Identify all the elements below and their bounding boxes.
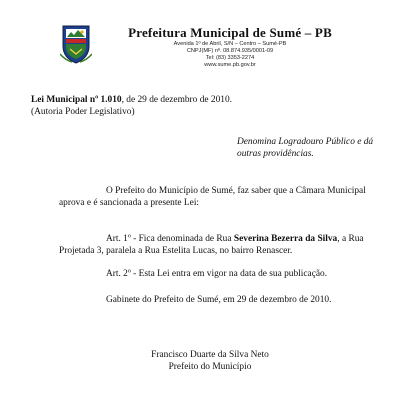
article-1-prefix: Art. 1º - Fica denominada de Rua (106, 234, 234, 244)
closing-statement: Gabinete do Prefeito de Sumé, em 29 de dezembro de 2010. (106, 295, 332, 305)
article-1-suffix: , a Rua (337, 234, 364, 244)
signer-name: Francisco Duarte da Silva Neto (151, 350, 269, 360)
law-title (31, 94, 232, 106)
header-address: Avenida 1º de Abril, S/N – Centro – Sumé-PB (173, 41, 287, 47)
article-1-line-1 (106, 233, 364, 245)
article-1-line-2: Projetada 3, paralela a Rua Estelita Lucas, no bairro Renascer. (59, 246, 293, 256)
header-phone: Tel: (83) 3353-2274 (205, 55, 255, 61)
header-cnpj: CNPJ(MF) nº. 08.874.935/0001-09 (186, 48, 274, 54)
street-honoree-name: Severina Bezerra da Silva (233, 234, 338, 244)
law-authorship: (Autoria Poder Legislativo) (31, 107, 135, 117)
intro-line-1: O Prefeito do Município de Sumé, faz saber que a Câmara Municipal (106, 186, 366, 196)
law-summary-line-1: Denomina Logradouro Público e dá (237, 137, 374, 147)
signer-role: Prefeito do Município (168, 362, 252, 372)
intro-line-2: aprova e é sancionada a presente Lei: (59, 198, 200, 208)
law-date: , de 29 de dezembro de 2010. (121, 95, 232, 105)
law-summary-line-2: outras providências. (237, 149, 314, 159)
header-website: www.sume.pb.gov.br (204, 62, 256, 68)
law-number: Lei Municipal nº 1.010 (31, 95, 122, 105)
article-2: Art. 2º - Esta Lei entra em vigor na data de sua publicação. (106, 269, 328, 279)
header-title: Prefeitura Municipal de Sumé – PB (128, 25, 332, 40)
